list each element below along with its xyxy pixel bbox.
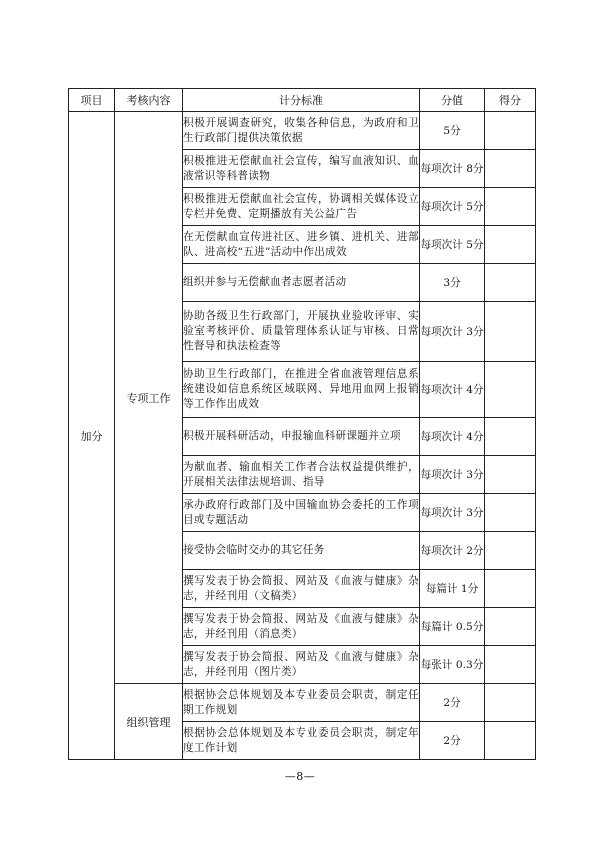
header-content: 考核内容: [115, 89, 183, 112]
criteria-cell: 组织并参与无偿献血者志愿者活动: [183, 264, 420, 302]
table-row: [69, 684, 536, 722]
obtained-cell: [485, 494, 536, 532]
score-cell: 每项次计 8分: [420, 150, 485, 188]
criteria-cell: 积极开展科研活动，申报输血科研课题并立项: [183, 418, 420, 456]
criteria-cell: 协助各级卫生行政部门，开展执业验收评审、实验室考核评价、质量管理体系认证与审核、日常性督导和执法检查等: [183, 302, 420, 362]
obtained-cell: [485, 150, 536, 188]
obtained-cell: [485, 532, 536, 570]
criteria-cell: 接受协会临时交办的其它任务: [183, 532, 420, 570]
score-cell: 每项次计 4分: [420, 362, 485, 418]
criteria-cell: 在无偿献血宣传进社区、进乡镇、进机关、进部队、进高校“五进”活动中作出成效: [183, 226, 420, 264]
obtained-cell: [485, 188, 536, 226]
criteria-cell: 协助卫生行政部门，在推进全省血液管理信息系统建设如信息系统区域联网、异地用血网上报销等工作作出成效: [183, 362, 420, 418]
obtained-cell: [485, 570, 536, 608]
score-cell: 5分: [420, 112, 485, 150]
score-cell: 每项次计 3分: [420, 494, 485, 532]
obtained-cell: [485, 722, 536, 760]
criteria-cell: 撰写发表于协会简报、网站及《血液与健康》杂志，并经刊用（文稿类）: [183, 570, 420, 608]
criteria-cell: 承办政府行政部门及中国输血协会委托的工作项目或专题活动: [183, 494, 420, 532]
obtained-cell: [485, 362, 536, 418]
criteria-cell: 根据协会总体规划及本专业委员会职责，制定任期工作规划: [183, 684, 420, 722]
header-criteria: 计分标准: [183, 89, 420, 112]
criteria-cell: 撰写发表于协会简报、网站及《血液与健康》杂志，并经刊用（图片类）: [183, 646, 420, 684]
header-item: 项目: [69, 89, 115, 112]
score-cell: 每项次计 4分: [420, 418, 485, 456]
group-name: 专项工作: [115, 112, 183, 684]
criteria-cell: 积极推进无偿献血社会宣传，编写血液知识、血液常识等科普读物: [183, 150, 420, 188]
group-name: 组织管理: [115, 684, 183, 760]
table-row: [69, 112, 536, 150]
category-cell: 加分: [69, 112, 115, 760]
score-cell: 每项次计 3分: [420, 456, 485, 494]
criteria-cell: 积极推进无偿献血社会宣传，协调相关媒体设立专栏并免费、定期播放有关公益广告: [183, 188, 420, 226]
obtained-cell: [485, 418, 536, 456]
obtained-cell: [485, 608, 536, 646]
obtained-cell: [485, 456, 536, 494]
obtained-cell: [485, 112, 536, 150]
score-cell: 每篇计 0.5分: [420, 608, 485, 646]
page-number: —8—: [284, 770, 316, 783]
obtained-cell: [485, 646, 536, 684]
obtained-cell: [485, 226, 536, 264]
score-cell: 每项次计 5分: [420, 188, 485, 226]
criteria-cell: 撰写发表于协会简报、网站及《血液与健康》杂志，并经刊用（消息类）: [183, 608, 420, 646]
score-cell: 每张计 0.3分: [420, 646, 485, 684]
score-cell: 2分: [420, 684, 485, 722]
score-cell: 每项次计 2分: [420, 532, 485, 570]
criteria-cell: 根据协会总体规划及本专业委员会职责，制定年度工作计划: [183, 722, 420, 760]
obtained-cell: [485, 264, 536, 302]
criteria-cell: 积极开展调查研究，收集各种信息，为政府和卫生行政部门提供决策依据: [183, 112, 420, 150]
header-score: 分值: [420, 89, 485, 112]
obtained-cell: [485, 684, 536, 722]
score-cell: 3分: [420, 264, 485, 302]
score-cell: 每项次计 5分: [420, 226, 485, 264]
score-cell: 每篇计 1分: [420, 570, 485, 608]
score-cell: 每项次计 3分: [420, 302, 485, 362]
score-cell: 2分: [420, 722, 485, 760]
obtained-cell: [485, 302, 536, 362]
header-row: [69, 89, 536, 112]
criteria-cell: 为献血者、输血相关工作者合法权益提供维护，开展相关法律法规培训、指导: [183, 456, 420, 494]
scoring-table: [68, 88, 536, 760]
header-obtained: 得分: [485, 89, 536, 112]
